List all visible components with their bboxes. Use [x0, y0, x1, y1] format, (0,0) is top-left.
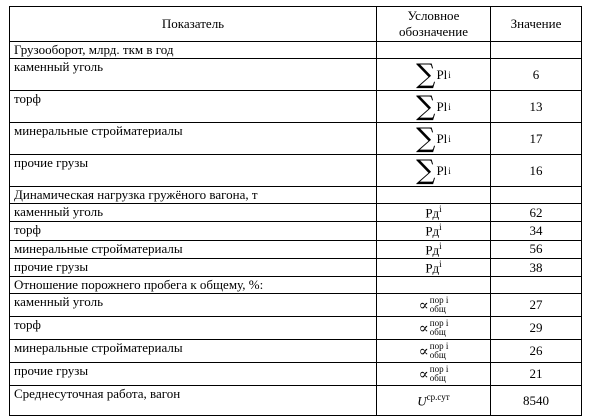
row-label: минеральные стройматериалы: [10, 340, 377, 363]
proportional-icon: ∝: [418, 343, 429, 360]
header-indicator: Показатель: [10, 7, 377, 42]
table-row: [10, 240, 582, 258]
row-label: торф: [10, 91, 377, 123]
sum-symbol: ∑ Pl i: [377, 155, 491, 187]
row-value: 56: [491, 240, 582, 258]
row-value: 21: [491, 363, 582, 386]
header-value: Значение: [491, 7, 582, 42]
table-row: [10, 222, 582, 240]
row-value: 6: [491, 59, 582, 91]
sigma-icon: ∑: [416, 90, 436, 122]
row-label: Среднесуточная работа, вагон: [10, 386, 377, 416]
row-value: 13: [491, 91, 582, 123]
row-value: 8540: [491, 386, 582, 416]
daily-work-symbol: $U^{ср.сут}$: [377, 386, 491, 416]
table-row: [10, 386, 582, 416]
row-label: минеральные стройматериалы: [10, 240, 377, 258]
row-value: 26: [491, 340, 582, 363]
section-title-row: [10, 42, 582, 59]
sigma-icon: ∑: [416, 58, 436, 90]
row-label: каменный уголь: [10, 294, 377, 317]
load-symbol: $Pд^i$: [377, 222, 491, 240]
table-row: [10, 204, 582, 222]
proportional-icon: ∝: [418, 320, 429, 337]
row-label: каменный уголь: [10, 59, 377, 91]
row-value: 62: [491, 204, 582, 222]
sum-symbol: ∑ Pl i: [377, 59, 491, 91]
row-value: 38: [491, 258, 582, 276]
section-title-row: [10, 187, 582, 204]
section-title-row: [10, 277, 582, 294]
row-value: 17: [491, 123, 582, 155]
sigma-icon: ∑: [416, 122, 436, 154]
indicators-table: [9, 6, 582, 416]
table-row: [10, 340, 582, 363]
load-symbol: $Pд^i$: [377, 204, 491, 222]
row-label: каменный уголь: [10, 204, 377, 222]
header-row: [10, 7, 582, 42]
table-row: [10, 317, 582, 340]
row-value: 34: [491, 222, 582, 240]
header-symbol: [377, 7, 491, 42]
section-title: Грузооборот, млрд. ткм в год: [10, 42, 377, 59]
row-value: 27: [491, 294, 582, 317]
ratio-symbol: ∝ пор i общ: [377, 294, 491, 317]
load-symbol: $Pд^i$: [377, 240, 491, 258]
ratio-symbol: ∝ пор i общ: [377, 317, 491, 340]
table-row: [10, 91, 582, 123]
sum-symbol: ∑ Pl i: [377, 123, 491, 155]
proportional-icon: ∝: [418, 366, 429, 383]
table-row: [10, 123, 582, 155]
header-symbol-line1: Условное: [407, 8, 460, 23]
row-label: торф: [10, 317, 377, 340]
ratio-symbol: ∝ пор i общ: [377, 340, 491, 363]
row-label: прочие грузы: [10, 363, 377, 386]
proportional-icon: ∝: [418, 297, 429, 314]
section-title: Отношение порожнего пробега к общему, %:: [10, 277, 377, 294]
row-value: 16: [491, 155, 582, 187]
table-row: [10, 363, 582, 386]
row-label: торф: [10, 222, 377, 240]
sum-symbol: ∑ Pl i: [377, 91, 491, 123]
table-row: [10, 155, 582, 187]
row-value: 29: [491, 317, 582, 340]
load-symbol: $Pд^i$: [377, 258, 491, 276]
table-row: [10, 294, 582, 317]
ratio-symbol: ∝ пор i общ: [377, 363, 491, 386]
table-row: [10, 258, 582, 276]
sigma-icon: ∑: [416, 154, 436, 186]
section-title: Динамическая нагрузка гружёного вагона, т: [10, 187, 377, 204]
row-label: минеральные стройматериалы: [10, 123, 377, 155]
row-label: прочие грузы: [10, 258, 377, 276]
header-symbol-line2: обозначение: [399, 24, 468, 39]
table-row: [10, 59, 582, 91]
row-label: прочие грузы: [10, 155, 377, 187]
